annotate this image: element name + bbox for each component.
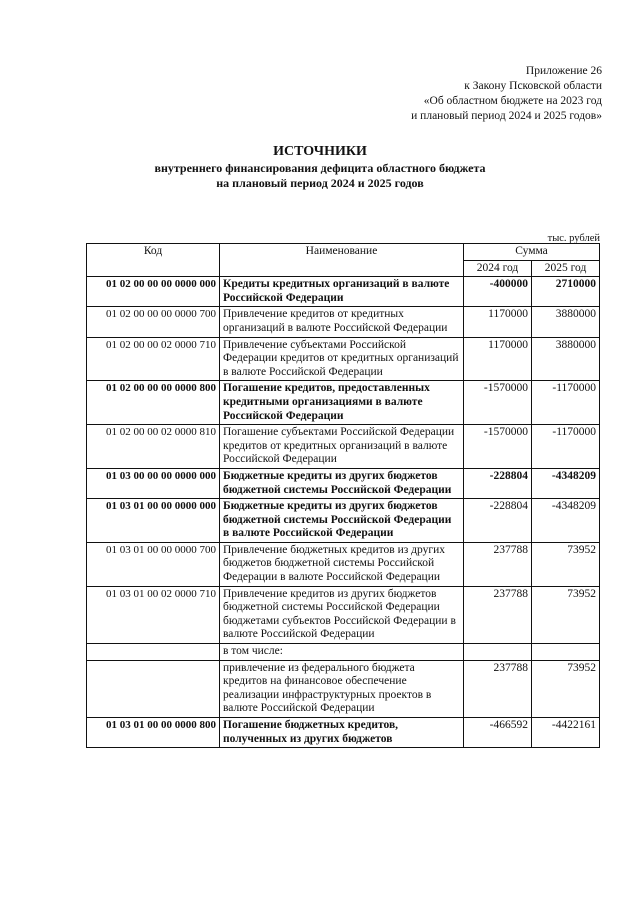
row-value-2025: -1170000 xyxy=(532,425,600,469)
row-name: привлечение из федерального бюджета кредитов на финансовое обеспечение реализации инфраструктурных проектов в валюте Российской Федерации xyxy=(220,660,464,717)
row-value-2025: -4422161 xyxy=(532,718,600,748)
table-row xyxy=(87,468,600,498)
row-value-2024 xyxy=(464,644,532,661)
row-value-2025: 73952 xyxy=(532,660,600,717)
row-value-2025: -4348209 xyxy=(532,499,600,543)
table-row xyxy=(87,660,600,717)
row-code xyxy=(87,644,220,661)
row-value-2025: 73952 xyxy=(532,542,600,586)
appendix-header xyxy=(411,64,602,124)
row-name: Привлечение кредитов от кредитных организаций в валюте Российской Федерации xyxy=(220,307,464,337)
row-value-2024: 1170000 xyxy=(464,337,532,381)
row-code: 01 02 00 00 00 0000 700 xyxy=(87,307,220,337)
row-value-2024: 237788 xyxy=(464,586,532,643)
sources-table xyxy=(86,243,600,748)
appendix-line-3: «Об областном бюджете на 2023 год xyxy=(423,95,602,107)
row-value-2025 xyxy=(532,644,600,661)
table-row xyxy=(87,381,600,425)
row-value-2024: -228804 xyxy=(464,499,532,543)
header-year-2025: 2025 год xyxy=(532,260,600,277)
row-code: 01 03 01 00 00 0000 700 xyxy=(87,542,220,586)
row-name: Погашение субъектами Российской Федерации кредитов от кредитных организаций в валюте Российской Федерации xyxy=(220,425,464,469)
row-value-2025: 3880000 xyxy=(532,307,600,337)
header-code: Код xyxy=(87,244,220,277)
appendix-line-4: и плановый период 2024 и 2025 годов» xyxy=(411,110,602,122)
row-value-2025: -4348209 xyxy=(532,468,600,498)
row-value-2024: -466592 xyxy=(464,718,532,748)
row-value-2025: 3880000 xyxy=(532,337,600,381)
title-line-3: на плановый период 2024 и 2025 годов xyxy=(216,176,424,190)
row-code xyxy=(87,660,220,717)
row-value-2025: -1170000 xyxy=(532,381,600,425)
row-value-2024: -1570000 xyxy=(464,381,532,425)
row-code: 01 03 01 00 00 0000 800 xyxy=(87,718,220,748)
row-value-2025: 73952 xyxy=(532,586,600,643)
title-main: ИСТОЧНИКИ xyxy=(273,144,367,159)
table-row xyxy=(87,542,600,586)
table-row xyxy=(87,644,600,661)
table-row xyxy=(87,307,600,337)
title-line-2: внутреннего финансирования дефицита областного бюджета xyxy=(154,161,486,175)
header-name: Наименование xyxy=(220,244,464,277)
row-name: Погашение бюджетных кредитов, полученных из других бюджетов xyxy=(220,718,464,748)
header-sum: Сумма xyxy=(464,244,600,261)
row-name: Кредиты кредитных организаций в валюте Российской Федерации xyxy=(220,277,464,307)
row-name: Привлечение кредитов из других бюджетов бюджетной системы Российской Федерации бюджетами субъектов Российской Федерации в валюте Российской Федерации xyxy=(220,586,464,643)
row-value-2024: -1570000 xyxy=(464,425,532,469)
table-row xyxy=(87,337,600,381)
row-code: 01 02 00 00 02 0000 710 xyxy=(87,337,220,381)
table-row xyxy=(87,277,600,307)
table-row xyxy=(87,718,600,748)
row-value-2024: 237788 xyxy=(464,542,532,586)
table-header-row xyxy=(87,244,600,261)
row-name: Бюджетные кредиты из других бюджетов бюджетной системы Российской Федерации xyxy=(220,468,464,498)
row-name: Привлечение субъектами Российской Федерации кредитов от кредитных организаций в валюте Российской Федерации xyxy=(220,337,464,381)
row-name: Бюджетные кредиты из других бюджетов бюджетной системы Российской Федерации в валюте Российской Федерации xyxy=(220,499,464,543)
row-value-2024: -228804 xyxy=(464,468,532,498)
row-code: 01 02 00 00 00 0000 000 xyxy=(87,277,220,307)
units-label: тыс. рублей xyxy=(547,233,600,244)
table-row xyxy=(87,499,600,543)
row-code: 01 03 01 00 02 0000 710 xyxy=(87,586,220,643)
row-name: в том числе: xyxy=(220,644,464,661)
header-year-2024: 2024 год xyxy=(464,260,532,277)
row-value-2024: 237788 xyxy=(464,660,532,717)
row-code: 01 03 00 00 00 0000 000 xyxy=(87,468,220,498)
row-code: 01 02 00 00 02 0000 810 xyxy=(87,425,220,469)
row-value-2024: 1170000 xyxy=(464,307,532,337)
row-value-2024: -400000 xyxy=(464,277,532,307)
row-code: 01 03 01 00 00 0000 000 xyxy=(87,499,220,543)
row-code: 01 02 00 00 00 0000 800 xyxy=(87,381,220,425)
table-row xyxy=(87,425,600,469)
appendix-line-1: Приложение 26 xyxy=(525,65,602,77)
table-row xyxy=(87,586,600,643)
row-name: Погашение кредитов, предоставленных кредитными организациями в валюте Российской Федерации xyxy=(220,381,464,425)
appendix-line-2: к Закону Псковской области xyxy=(464,80,602,92)
row-value-2025: 2710000 xyxy=(532,277,600,307)
row-name: Привлечение бюджетных кредитов из других бюджетов бюджетной системы Российской Федерации в валюте Российской Федерации xyxy=(220,542,464,586)
document-title xyxy=(0,143,640,191)
